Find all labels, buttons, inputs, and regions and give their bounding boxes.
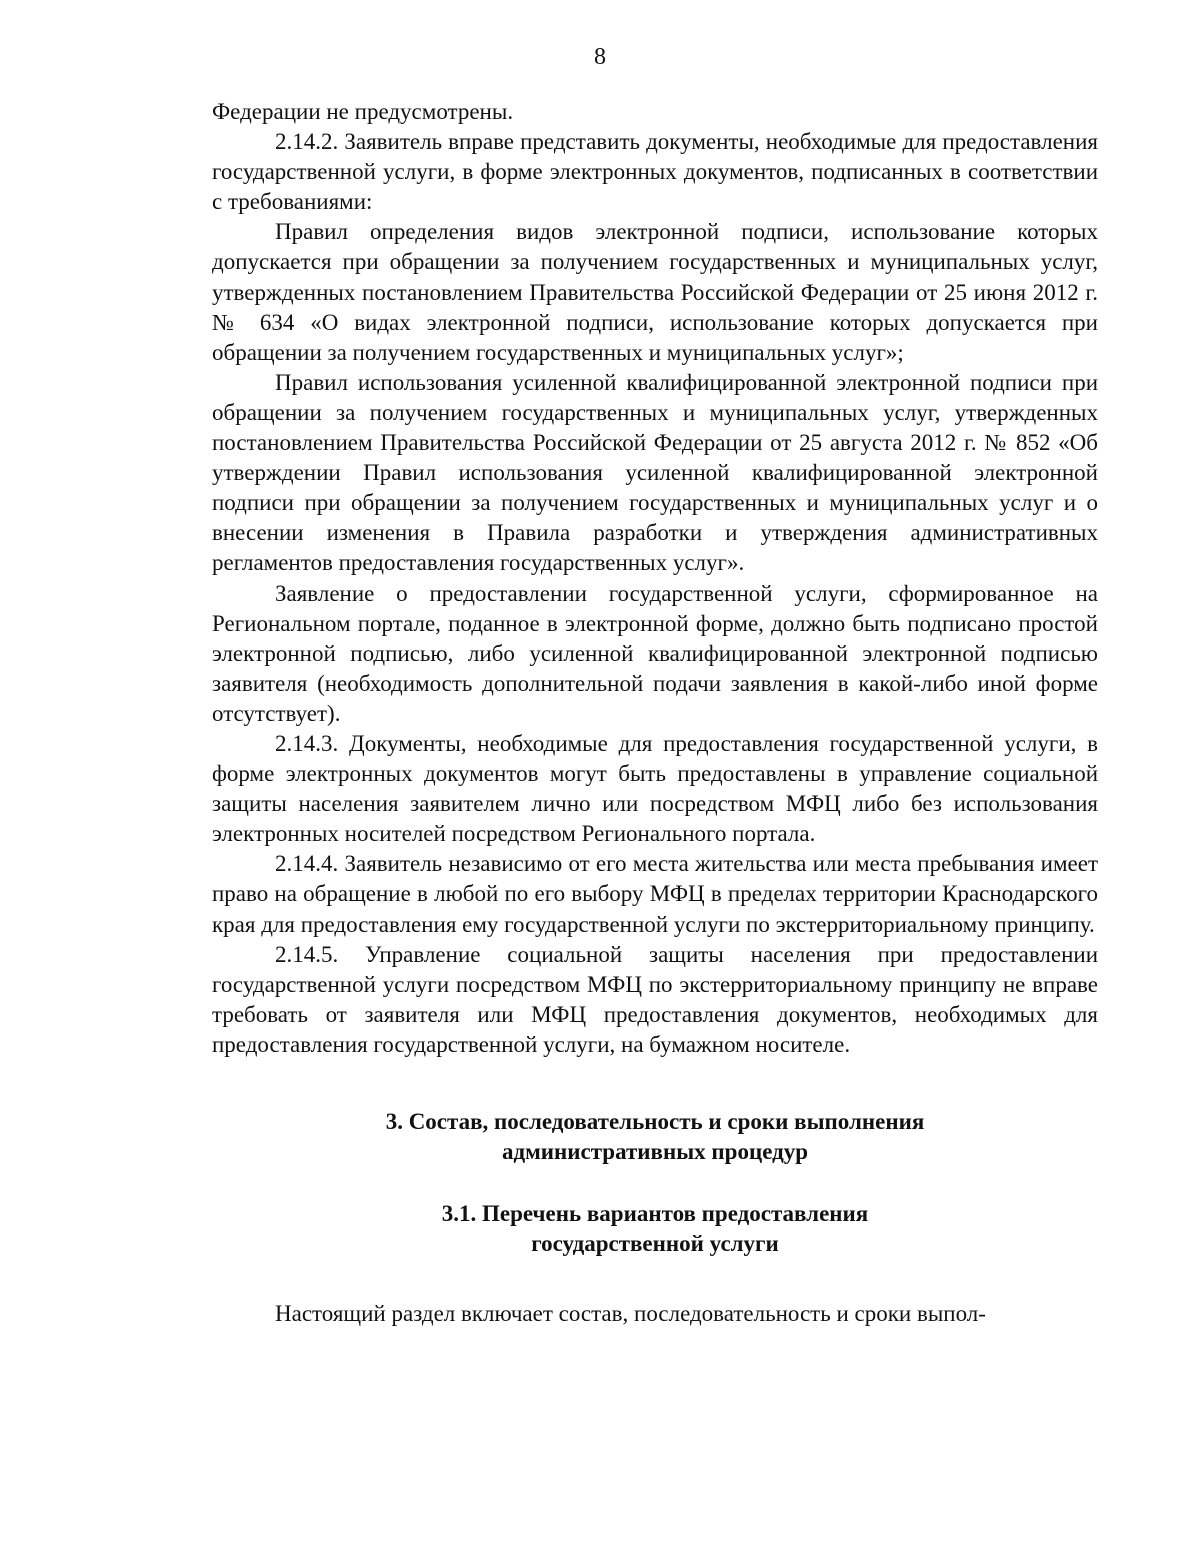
section-heading-line-2: административных процедур [501, 1139, 809, 1165]
paragraph-2-14-2: 2.14.2. Заявитель вправе представить документы, необходимые для предоставления государственной услуги, в форме электронных документов, подписанных в соответствии с требованиями: [212, 129, 1098, 215]
paragraph-rules-qualified-signature: Правил использования усиленной квалифицированной электронной подписи при обращении за получением государственных и муниципальных услуг, утвержденных постановлением Правительства Российской Федерации от 25 августа 2012 г. № 852 «Об утверждении Правил использования усиленной квалифицированной электронной подписи при обращении за получением государственных и муниципальных услуг и о внесении изменения в Правила разработки и утверждения административных регламентов предоставления государственных услуг». [212, 369, 1098, 576]
paragraph-continuation: Федерации не предусмотрены. [212, 99, 514, 124]
page-number: 8 [594, 44, 606, 70]
subsection-heading-line-2: государственной услуги [531, 1231, 779, 1257]
paragraph-2-14-3: 2.14.3. Документы, необходимые для предоставления государственной услуги, в форме электронных документов могут быть предоставлены в управление социальной защиты населения заявителем лично или посредством МФЦ либо без использования электронных носителей посредством Регионального портала. [212, 730, 1098, 847]
paragraph-section-intro: Настоящий раздел включает состав, последовательность и сроки выпол- [275, 1301, 986, 1327]
paragraph-2-14-5: 2.14.5. Управление социальной защиты населения при предоставлении государственной услуги посредством МФЦ по экстерриториальному принципу не вправе требовать от заявителя или МФЦ предоставления документов, необходимых для предоставления государственной услуги, на бумажном носителе. [212, 941, 1098, 1057]
subsection-heading [212, 1199, 1098, 1259]
section-heading-line-1: 3. Состав, последовательность и сроки выполнения [385, 1109, 925, 1134]
paragraph-rules-signature-types: Правил определения видов электронной подписи, использование которых допускается при обращении за получением государственных и муниципальных услуг, утвержденных постановлением Правительства Российской Федерации от 25 июня 2012 г. № 634 «О видах электронной подписи, использование которых допускается при обращении за получением государственных и муниципальных услуг»; [212, 219, 1098, 365]
paragraph-2-14-4: 2.14.4. Заявитель независимо от его места жительства или места пребывания имеет право на обращение в любой по его выбору МФЦ в пределах территории Краснодарского края для предоставления ему государственной услуги по экстерриториальному принципу. [212, 851, 1098, 937]
paragraph-application-signing: Заявление о предоставлении государственной услуги, сформированное на Региональном портале, поданное в электронной форме, должно быть подписано простой электронной подписью, либо усиленной квалифицированной электронной подписью заявителя (необходимость дополнительной подачи заявления в какой-либо иной форме отсутствует). [212, 580, 1098, 726]
document-body [212, 97, 1098, 1329]
subsection-heading-line-1: 3.1. Перечень вариантов предоставления [441, 1201, 869, 1227]
section-heading [212, 1107, 1098, 1167]
